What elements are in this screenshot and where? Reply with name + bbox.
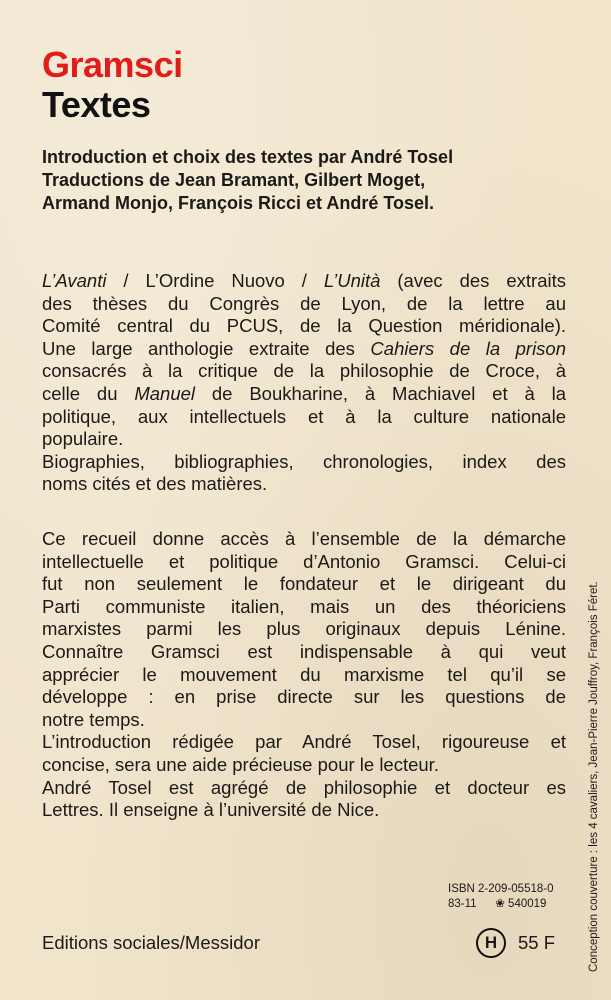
cahiers-title: Cahiers de la prison — [370, 337, 567, 359]
description-line: Connaître Gramsci est indispensable à qui veut — [42, 640, 566, 662]
description-line: intellectuelle et politique d’Antonio Gramsci. Celui-ci — [42, 550, 566, 572]
credits-line: Traductions de Jean Bramant, Gilbert Moget, — [42, 170, 426, 190]
contents-line: Comité central du PCUS, de la Question méridionale). — [42, 315, 566, 337]
ordine-nuovo-title: / L’Ordine Nuovo / — [106, 270, 324, 291]
contents-line: L’Avanti / L’Ordine Nuovo / L’Unità (avec des extraits — [42, 270, 566, 291]
price: 55 F — [518, 932, 556, 953]
book-title: Textes — [42, 84, 151, 125]
description-line: fut non seulement le fondateur et le dirigeant du — [42, 573, 566, 595]
credits-line: Armand Monjo, François Ricci et André Tosel. — [42, 193, 435, 213]
description-line: apprécier le mouvement du marxisme tel qu’il se — [42, 663, 566, 685]
contents-line: populaire. — [42, 428, 124, 450]
description-line: notre temps. — [42, 708, 145, 730]
description-line: concise, sera une aide précieuse pour le lecteur. — [42, 753, 439, 775]
description-line: Parti communiste italien, mais un des théoriciens — [42, 595, 566, 617]
contents-paragraph — [42, 270, 566, 496]
print-code: 83-11 — [448, 898, 477, 910]
contents-line: politique, aux intellectuels et à la culture nationale — [42, 405, 566, 427]
description-paragraph — [42, 528, 566, 822]
credits-line: Introduction et choix des textes par André Tosel — [42, 147, 454, 167]
manuel-title: Manuel — [134, 382, 196, 404]
credits-block — [42, 146, 562, 215]
contents-line: des thèses du Congrès de Lyon, de la lettre au — [42, 292, 566, 314]
description-line: Ce recueil donne accès à l’ensemble de la démarche — [42, 528, 566, 549]
contents-line: celle du Manuel de Boukharine, à Machiavel et à la — [42, 382, 567, 404]
author-name: Gramsci — [42, 44, 183, 85]
publisher-name: Editions sociales/Messidor — [42, 932, 260, 953]
isbn-block — [448, 882, 553, 912]
cover-design-credit: Conception couverture : les 4 cavaliers, Jean-Pierre Jouffroy, François Féret. — [588, 581, 600, 972]
contents-line: Biographies, bibliographies, chronologies, index des — [42, 450, 566, 472]
description-line: André Tosel est agrégé de philosophie et docteur es — [42, 776, 566, 798]
description-line: Lettres. Il enseigne à l’université de Nice. — [42, 799, 380, 821]
description-line: L’introduction rédigée par André Tosel, rigoureuse et — [42, 731, 566, 753]
h-circle-logo-icon: H — [476, 928, 506, 958]
contents-line: consacrés à la critique de la philosophie de Croce, à — [42, 360, 566, 382]
description-line: développe : en prise directe sur les questions de — [42, 686, 566, 708]
publisher-mark-icon: ❀ — [495, 898, 505, 910]
unita-title: L’Unità — [323, 270, 381, 291]
contents-line: noms cités et des matières. — [42, 473, 268, 495]
isbn-code-line — [448, 897, 553, 912]
description-line: marxistes parmi les plus originaux depuis Lénine. — [42, 618, 566, 640]
isbn-number: ISBN 2-209-05518-0 — [448, 883, 554, 895]
catalog-number: 540019 — [508, 898, 547, 910]
contents-line: Une large anthologie extraite des Cahiers de la prison — [42, 337, 567, 359]
avanti-title: L’Avanti — [42, 270, 107, 291]
